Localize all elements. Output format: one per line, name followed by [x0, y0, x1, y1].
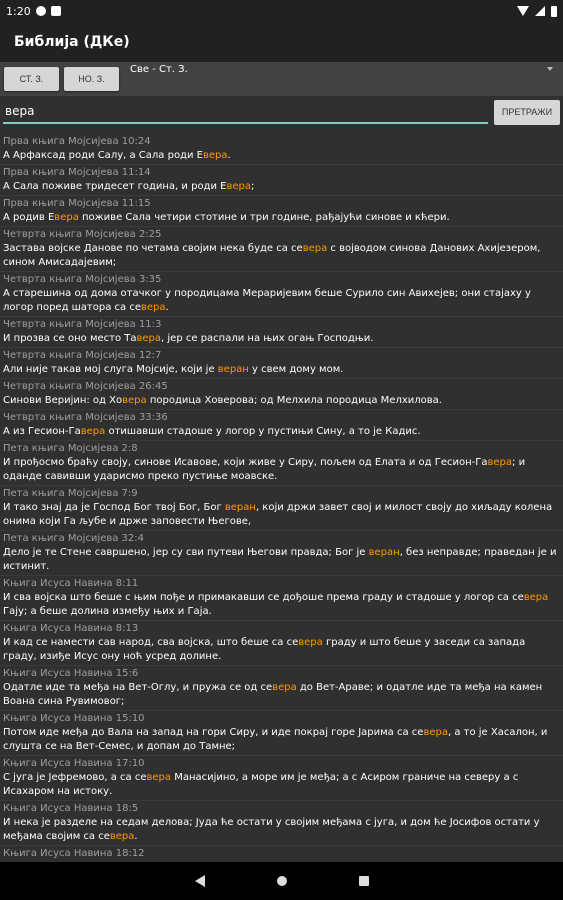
search-match-highlight: вера — [80, 426, 106, 437]
verse-text-after: , а то је Хасалон, и слушта се на Вет-Семес, и допам до Тамне; — [3, 727, 548, 752]
search-match-highlight: вера — [226, 181, 252, 192]
verse-text-before: Али није такав мој слуга Мојсије, који је — [3, 364, 218, 375]
verse-text-after: ; — [251, 181, 255, 192]
search-match-highlight: веран — [368, 547, 400, 558]
result-item[interactable] — [0, 621, 563, 666]
result-item[interactable] — [0, 441, 563, 486]
result-item[interactable] — [0, 348, 563, 379]
verse-reference: Књига Исуса Навина 15:10 — [3, 713, 145, 724]
result-item[interactable] — [0, 379, 563, 410]
result-item[interactable] — [0, 317, 563, 348]
search-match-highlight: вера — [54, 212, 79, 223]
results-list[interactable] — [0, 134, 563, 862]
verse-reference: Књига Исуса Навина 17:10 — [3, 758, 145, 769]
verse-text-after: с војводом синова Данових Ахијезером, сином Амисадајевим; — [3, 243, 541, 268]
verse-text-before: И нека је разделе на седам делова; Јуда ће остати у својим међама с југа, и дом ће Јосифов остати у међама својим са се — [3, 817, 540, 842]
verse-text-before: А родив Е — [3, 212, 55, 223]
search-match-highlight: вера — [202, 150, 228, 161]
old-testament-button[interactable]: СТ. З. — [4, 67, 59, 91]
result-item[interactable] — [0, 134, 563, 165]
verse-reference: Пета књига Мојсијева 32:4 — [3, 533, 144, 544]
verse-reference: Четврта књига Мојсијева 3:35 — [3, 274, 162, 285]
search-match-highlight: веран — [217, 364, 249, 375]
navigation-bar — [0, 862, 563, 900]
verse-reference: Прва књига Мојсијева 11:14 — [3, 167, 151, 178]
verse-reference: Књига Исуса Навина 18:12 — [3, 848, 145, 859]
result-item[interactable] — [0, 227, 563, 272]
verse-reference: Прва књига Мојсијева 10:24 — [3, 136, 151, 147]
search-match-highlight: вера — [141, 302, 166, 313]
verse-reference: Пета књига Мојсијева 2:8 — [3, 443, 138, 454]
recents-icon[interactable] — [359, 876, 369, 886]
verse-text-after: Гају; а беше долина између њих и Гаја. — [3, 606, 212, 617]
status-bar — [0, 0, 563, 22]
verse-text-before: Одатле иде та међа на Вет-Оглу, и пружа се од се — [3, 682, 273, 693]
verse-text-before: Дело је те Стене савршено, јер су сви путеви Његови правда; Бог је — [3, 547, 369, 558]
verse-text — [3, 636, 561, 664]
search-input[interactable] — [3, 100, 488, 124]
verse-text-after: Манасијино, а море им је међа; а с Асиром граниче на северу а с Исахаром на истоку. — [3, 772, 519, 797]
verse-text-after: . — [134, 831, 138, 842]
result-item[interactable] — [0, 486, 563, 531]
search-match-highlight: вера — [272, 682, 297, 693]
verse-reference: Пета књига Мојсијева 7:9 — [3, 488, 138, 499]
result-item[interactable] — [0, 756, 563, 801]
search-match-highlight: вера — [109, 831, 135, 842]
verse-text-before: И сва војска што беше с њим пође и примакавши се дођоше према граду и стадоше у логор са се — [3, 592, 524, 603]
new-testament-button[interactable]: НО. З. — [64, 67, 119, 91]
verse-text — [3, 771, 561, 799]
verse-reference: Књига Исуса Навина 8:13 — [3, 623, 139, 634]
app-bar — [0, 22, 563, 62]
search-match-highlight: вера — [146, 772, 172, 783]
back-icon[interactable] — [195, 875, 205, 887]
status-time: 1:20 — [6, 4, 31, 18]
wifi-icon — [517, 6, 529, 16]
verse-text-after: , без неправде; праведан је и истинит. — [3, 547, 557, 572]
verse-text-after: граду и што беше у заседи са запада граду, изиђе Исус ону ноћ усред долине. — [3, 637, 526, 662]
home-icon[interactable] — [277, 876, 287, 886]
verse-reference: Четврта књига Мојсијева 2:25 — [3, 229, 162, 240]
verse-text-after: ; и оданде савивши ударисмо преко пустиње моавске. — [3, 457, 526, 482]
verse-text-before: А Сала поживе тридесет година, и роди Е — [3, 181, 227, 192]
verse-text-before: И тако знај да је Господ Бог твој Бог, Бог — [3, 502, 225, 513]
verse-text-before: С југа је Јефремово, а са се — [3, 772, 147, 783]
search-match-highlight: веран — [224, 502, 256, 513]
verse-reference: Прва књига Мојсијева 11:15 — [3, 198, 151, 209]
battery-icon — [551, 6, 557, 17]
verse-reference: Књига Исуса Навина 15:6 — [3, 668, 139, 679]
search-match-highlight: вера — [298, 637, 323, 648]
verse-text — [3, 242, 561, 270]
search-button[interactable]: ПРЕТРАЖИ — [494, 100, 560, 125]
verse-text — [3, 363, 561, 377]
verse-text-after: отишавши стадоше у логор у пустињи Сину, а то је Кадис. — [105, 426, 421, 437]
verse-text-before: А Арфаксад роди Салу, а Сала роди Е — [3, 150, 203, 161]
verse-text-after: , који држи завет свој и милост своју до хиљаду колена онима који Га љубе и држе заповести Његове, — [3, 502, 553, 527]
verse-reference: Књига Исуса Навина 18:5 — [3, 803, 139, 814]
verse-reference: Четврта књига Мојсијева 11:3 — [3, 319, 162, 330]
verse-text-before: Синови Веријин: од Хо — [3, 395, 123, 406]
result-item[interactable] — [0, 165, 563, 196]
verse-text — [3, 332, 561, 346]
result-item[interactable] — [0, 272, 563, 317]
verse-text-after: поживе Сала четири стотине и три године, рађајући синове и кћери. — [78, 212, 450, 223]
scope-selected: Све - Ст. З. — [130, 64, 188, 75]
verse-reference: Књига Исуса Навина 8:11 — [3, 578, 139, 589]
search-match-highlight: вера — [523, 592, 549, 603]
verse-text-before: А старешина од дома отачког у породицама Мераријевим беше Сурило син Авихејев; они стајаху у логор поред шатора са се — [3, 288, 531, 313]
search-match-highlight: вера — [122, 395, 147, 406]
sd-card-icon — [51, 6, 61, 16]
verse-text — [3, 394, 561, 408]
verse-reference: Четврта књига Мојсијева 26:45 — [3, 381, 168, 392]
verse-text — [3, 180, 561, 194]
search-match-highlight: вера — [136, 333, 162, 344]
verse-text — [3, 816, 561, 844]
verse-text-before: А из Гесион-Га — [3, 426, 81, 437]
verse-text — [3, 149, 561, 163]
verse-text-after: . — [165, 302, 169, 313]
app-title: Библија (ДКе) — [14, 34, 130, 50]
verse-text-after: породица Ховерова; од Мелхила породица Мелхилова. — [146, 395, 442, 406]
verse-text-after: . — [227, 150, 231, 161]
verse-text-before: И кад се намести сав народ, сва војска, што беше са се — [3, 637, 299, 648]
result-item[interactable] — [0, 410, 563, 441]
scope-dropdown[interactable] — [130, 64, 553, 84]
search-match-highlight: вера — [423, 727, 448, 738]
verse-text-after: , јер се распали на њих огањ Господњи. — [161, 333, 374, 344]
verse-text — [3, 425, 561, 439]
result-item[interactable] — [0, 711, 563, 756]
verse-text — [3, 681, 561, 709]
result-item[interactable] — [0, 666, 563, 711]
verse-reference: Четврта књига Мојсијева 12:7 — [3, 350, 162, 361]
verse-reference: Четврта књига Мојсијева 33:36 — [3, 412, 168, 423]
verse-text-before: И прођосмо браћу своју, синове Исавове, који живе у Сиру, пољем од Елата и од Гесион-Га — [3, 457, 488, 468]
dropdown-arrow-icon — [547, 67, 553, 71]
result-item[interactable] — [0, 531, 563, 576]
verse-text — [3, 546, 561, 574]
verse-text — [3, 287, 561, 315]
verse-text — [3, 501, 561, 529]
search-match-highlight: вера — [487, 457, 513, 468]
verse-text — [3, 456, 561, 484]
verse-text — [3, 211, 561, 225]
verse-text — [3, 591, 561, 619]
verse-text — [3, 726, 561, 754]
verse-text-after: у свем дому мом. — [248, 364, 344, 375]
verse-text-before: Потом иде међа до Вала на запад на гори Сиру, и иде покрај горе Јарима са се — [3, 727, 424, 738]
notification-icon — [36, 6, 46, 16]
verse-text-after: до Вет-Араве; и одатле иде та међа на камен Воана сина Рувимовог; — [3, 682, 543, 707]
verse-text-before: И прозва се оно место Та — [3, 333, 137, 344]
testament-toolbar — [0, 62, 563, 96]
verse-text-before: Застава војске Данове по четама својим нека буде са се — [3, 243, 303, 254]
result-item[interactable] — [0, 196, 563, 227]
signal-icon — [535, 6, 545, 16]
search-row — [0, 98, 563, 126]
result-item[interactable] — [0, 801, 563, 846]
search-match-highlight: вера — [302, 243, 328, 254]
result-item[interactable] — [0, 576, 563, 621]
